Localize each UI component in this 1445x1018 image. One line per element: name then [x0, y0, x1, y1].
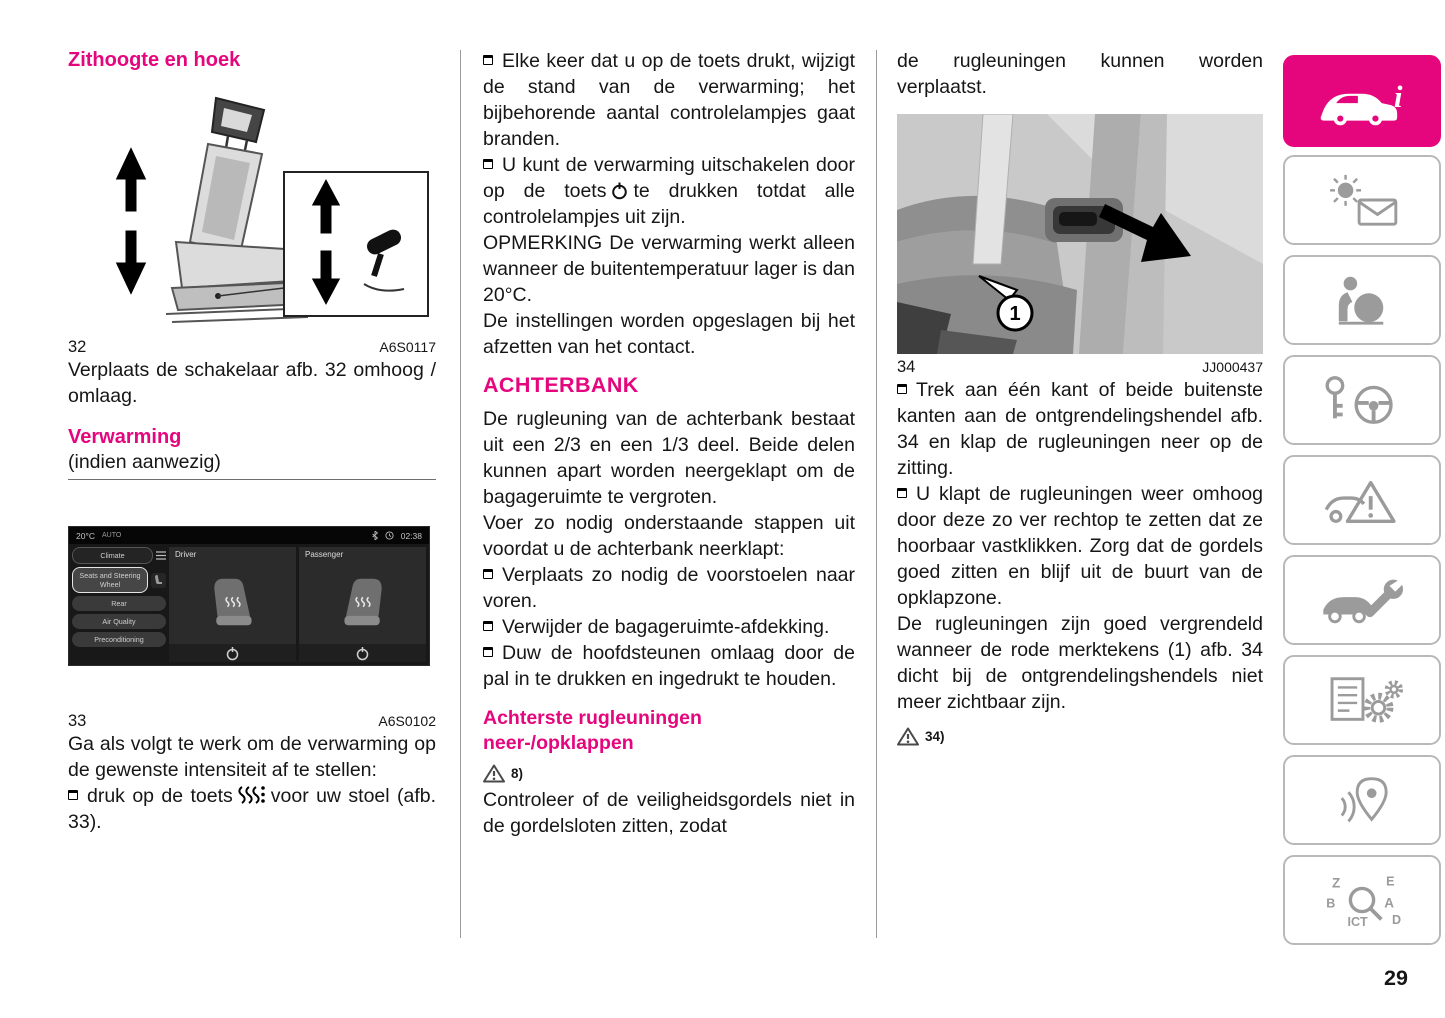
seats-steering-pill: Seats and Steering Wheel	[72, 567, 148, 593]
para-note: OPMERKING De verwarming werkt alleen wanneer de buitentemperatuur lager is dan 20°C.	[483, 232, 855, 306]
figure-infotainment	[68, 526, 436, 731]
para-steps: Voer zo nodig onderstaande stappen uit voordat u de achterbank neerklapt:	[483, 512, 855, 560]
seat-icon	[337, 575, 389, 629]
bluetooth-icon	[372, 531, 378, 540]
bullet-fold-up: U klapt de rugleuningen weer omhoog door deze zo ver rechtop te zetten dat ze hoorbaar vastklikken. Zorg dat de gordels goed zitten en blijf uit de buurt van de opklapzone.	[897, 483, 1263, 609]
sidebar-tab-starting-driving[interactable]	[1283, 355, 1441, 445]
page-number: 29	[1384, 966, 1408, 990]
warning-triangle-icon	[897, 727, 919, 746]
right-column	[897, 48, 1263, 750]
figure-code: A6S0102	[378, 713, 436, 729]
sidebar-tab-maintenance[interactable]	[1283, 555, 1441, 645]
para-belts: Controleer of de veiligheidsgordels niet in de gordelsloten zitten, zodat	[483, 789, 855, 837]
rear-pill: Rear	[72, 596, 166, 611]
column-divider	[876, 50, 877, 938]
car-info-icon	[1315, 70, 1409, 132]
square-bullet-icon	[483, 159, 493, 169]
para-continue: de rugleuningen kunnen worden verplaatst.	[897, 50, 1263, 98]
subheading-fold-backrests: Achterste rugleuningen neer-/opklappen	[483, 707, 702, 754]
square-bullet-icon	[483, 569, 493, 579]
screen-auto: AUTO	[102, 532, 122, 539]
sidebar-tab-multimedia[interactable]	[1283, 755, 1441, 845]
svg-text:D: D	[1391, 913, 1402, 928]
square-bullet-icon	[483, 55, 493, 65]
warning-reference: 8)	[483, 764, 855, 783]
heading-heating: Verwarming	[68, 426, 182, 448]
bullet-each-press: Elke keer dat u op de toets drukt, wijzigt de stand van de verwarming; het bijbehorende aantal controlelampjes gaat branden.	[483, 50, 855, 150]
para-switch: Verplaats de schakelaar afb. 32 omhoog / omlaag.	[68, 359, 436, 407]
figure-number: 34	[897, 358, 916, 376]
screen-temp: 20°C	[76, 530, 95, 541]
screen-panels	[169, 547, 426, 662]
screen-time: 02:38	[400, 530, 422, 541]
warning-reference: 34)	[897, 727, 1263, 746]
document-gears-icon	[1318, 671, 1406, 729]
sidebar-tab-technical-data[interactable]	[1283, 655, 1441, 745]
bullet-remove-cover: Verwijder de bagageruimte-afdekking.	[483, 614, 855, 640]
figure-code: JJ000437	[1202, 359, 1263, 375]
sidebar-tab-index[interactable]	[1283, 855, 1441, 945]
screen-menu	[72, 547, 166, 662]
bullet-press-heat: druk op de toets voor uw stoel (afb. 33).	[68, 785, 437, 833]
alphabetical-index-icon	[1318, 871, 1406, 929]
svg-text:Z: Z	[1332, 875, 1341, 891]
passenger-label: Passenger	[305, 550, 344, 559]
screen-status-bar	[69, 527, 429, 544]
seat-icon	[207, 575, 259, 629]
bullet-switch-off: U kunt de verwarming uitschakelen door op de toets te drukken totdat alle controlelampjes uit zijn.	[483, 154, 855, 228]
square-bullet-icon	[68, 790, 78, 800]
bullet-headrests: Duw de hoofdsteunen omlaag door de pal in te drukken en ingedrukt te houden.	[483, 642, 855, 690]
light-and-message-icon	[1318, 171, 1406, 229]
square-bullet-icon	[897, 488, 907, 498]
infotainment-screen	[68, 526, 430, 666]
passenger-seat-graphic	[299, 559, 426, 644]
hamburger-icon	[156, 551, 166, 560]
sound-navigation-icon	[1318, 771, 1406, 829]
figure-number: 33	[68, 712, 87, 730]
bullet-move-seats: Verplaats zo nodig de voorstoelen naar voren.	[483, 564, 855, 612]
driver-panel	[169, 547, 296, 662]
para-locked: De rugleuningen zijn goed vergrendeld wanneer de rode merktekens (1) afb. 34 dicht bij de ontgrendelingshendels niet meer zichtbaar zijn.	[897, 613, 1263, 713]
seat-chip-icon	[151, 573, 166, 588]
driver-power-row	[169, 644, 296, 662]
heating-note: (indien aanwezig)	[68, 451, 221, 473]
passenger-power-row	[299, 644, 426, 662]
figure-34-caption	[897, 358, 1263, 377]
climate-pill: Climate	[72, 547, 153, 564]
svg-text:i: i	[1393, 79, 1403, 115]
driver-seat-graphic	[169, 559, 296, 644]
figure-code: A6S0117	[379, 339, 436, 355]
sidebar-tab-warning-lights[interactable]	[1283, 455, 1441, 545]
callout-1-label: 1	[1009, 303, 1021, 325]
driver-label: Driver	[175, 550, 197, 559]
sidebar-tab-instruments-messages[interactable]	[1283, 155, 1441, 245]
power-icon	[225, 646, 240, 661]
heading-rear-seat: ACHTERBANK	[483, 373, 639, 397]
figure-seat-adjustment	[68, 84, 436, 357]
key-steering-wheel-icon	[1318, 371, 1406, 429]
sidebar-tab-safety[interactable]	[1283, 255, 1441, 345]
figure-release-lever	[897, 114, 1263, 377]
release-lever-photo	[897, 114, 1263, 354]
power-button-icon	[611, 181, 628, 200]
car-warning-triangle-icon	[1318, 471, 1406, 529]
clock-icon	[385, 531, 394, 540]
seat-adjustment-illustration	[68, 84, 436, 334]
para-backrest: De rugleuning van de achterbank bestaat uit een 2/3 en een 1/3 deel. Beide delen kunnen apart worden neergeklapt om de bagageruimte te vergroten.	[483, 408, 855, 508]
bullet-pull-lever: Trek aan één kant of beide buitenste kanten aan de ontgrendelingshendel afb. 34 en klap de rugleuningen neer op de zitting.	[897, 379, 1263, 479]
para-settings: De instellingen worden opgeslagen bij het afzetten van het contact.	[483, 310, 855, 358]
middle-column	[483, 48, 855, 839]
section-divider	[68, 479, 436, 480]
heading-seat-height: Zithoogte en hoek	[68, 49, 241, 71]
square-bullet-icon	[483, 621, 493, 631]
svg-text:B: B	[1326, 896, 1336, 911]
svg-text:E: E	[1386, 874, 1395, 889]
para-intensity: Ga als volgt te werk om de verwarming op de gewenste intensiteit af te stellen:	[68, 733, 436, 781]
figure-32-caption	[68, 338, 436, 357]
sidebar-tab-getting-to-know[interactable]	[1283, 55, 1441, 147]
warning-triangle-icon	[483, 764, 505, 783]
column-divider	[460, 50, 461, 938]
figure-number: 32	[68, 338, 87, 356]
square-bullet-icon	[897, 384, 907, 394]
left-column	[68, 48, 436, 835]
square-bullet-icon	[483, 647, 493, 657]
svg-text:A: A	[1384, 895, 1394, 911]
screen-body	[69, 544, 429, 665]
svg-text:ICT: ICT	[1347, 915, 1368, 929]
figure-33-caption	[68, 712, 436, 731]
preconditioning-pill: Preconditioning	[72, 632, 166, 647]
passenger-panel	[299, 547, 426, 662]
power-icon	[355, 646, 370, 661]
air-quality-pill: Air Quality	[72, 614, 166, 629]
car-wrench-icon	[1318, 571, 1406, 629]
airbag-person-icon	[1318, 271, 1406, 329]
heated-seat-icon	[238, 784, 266, 805]
